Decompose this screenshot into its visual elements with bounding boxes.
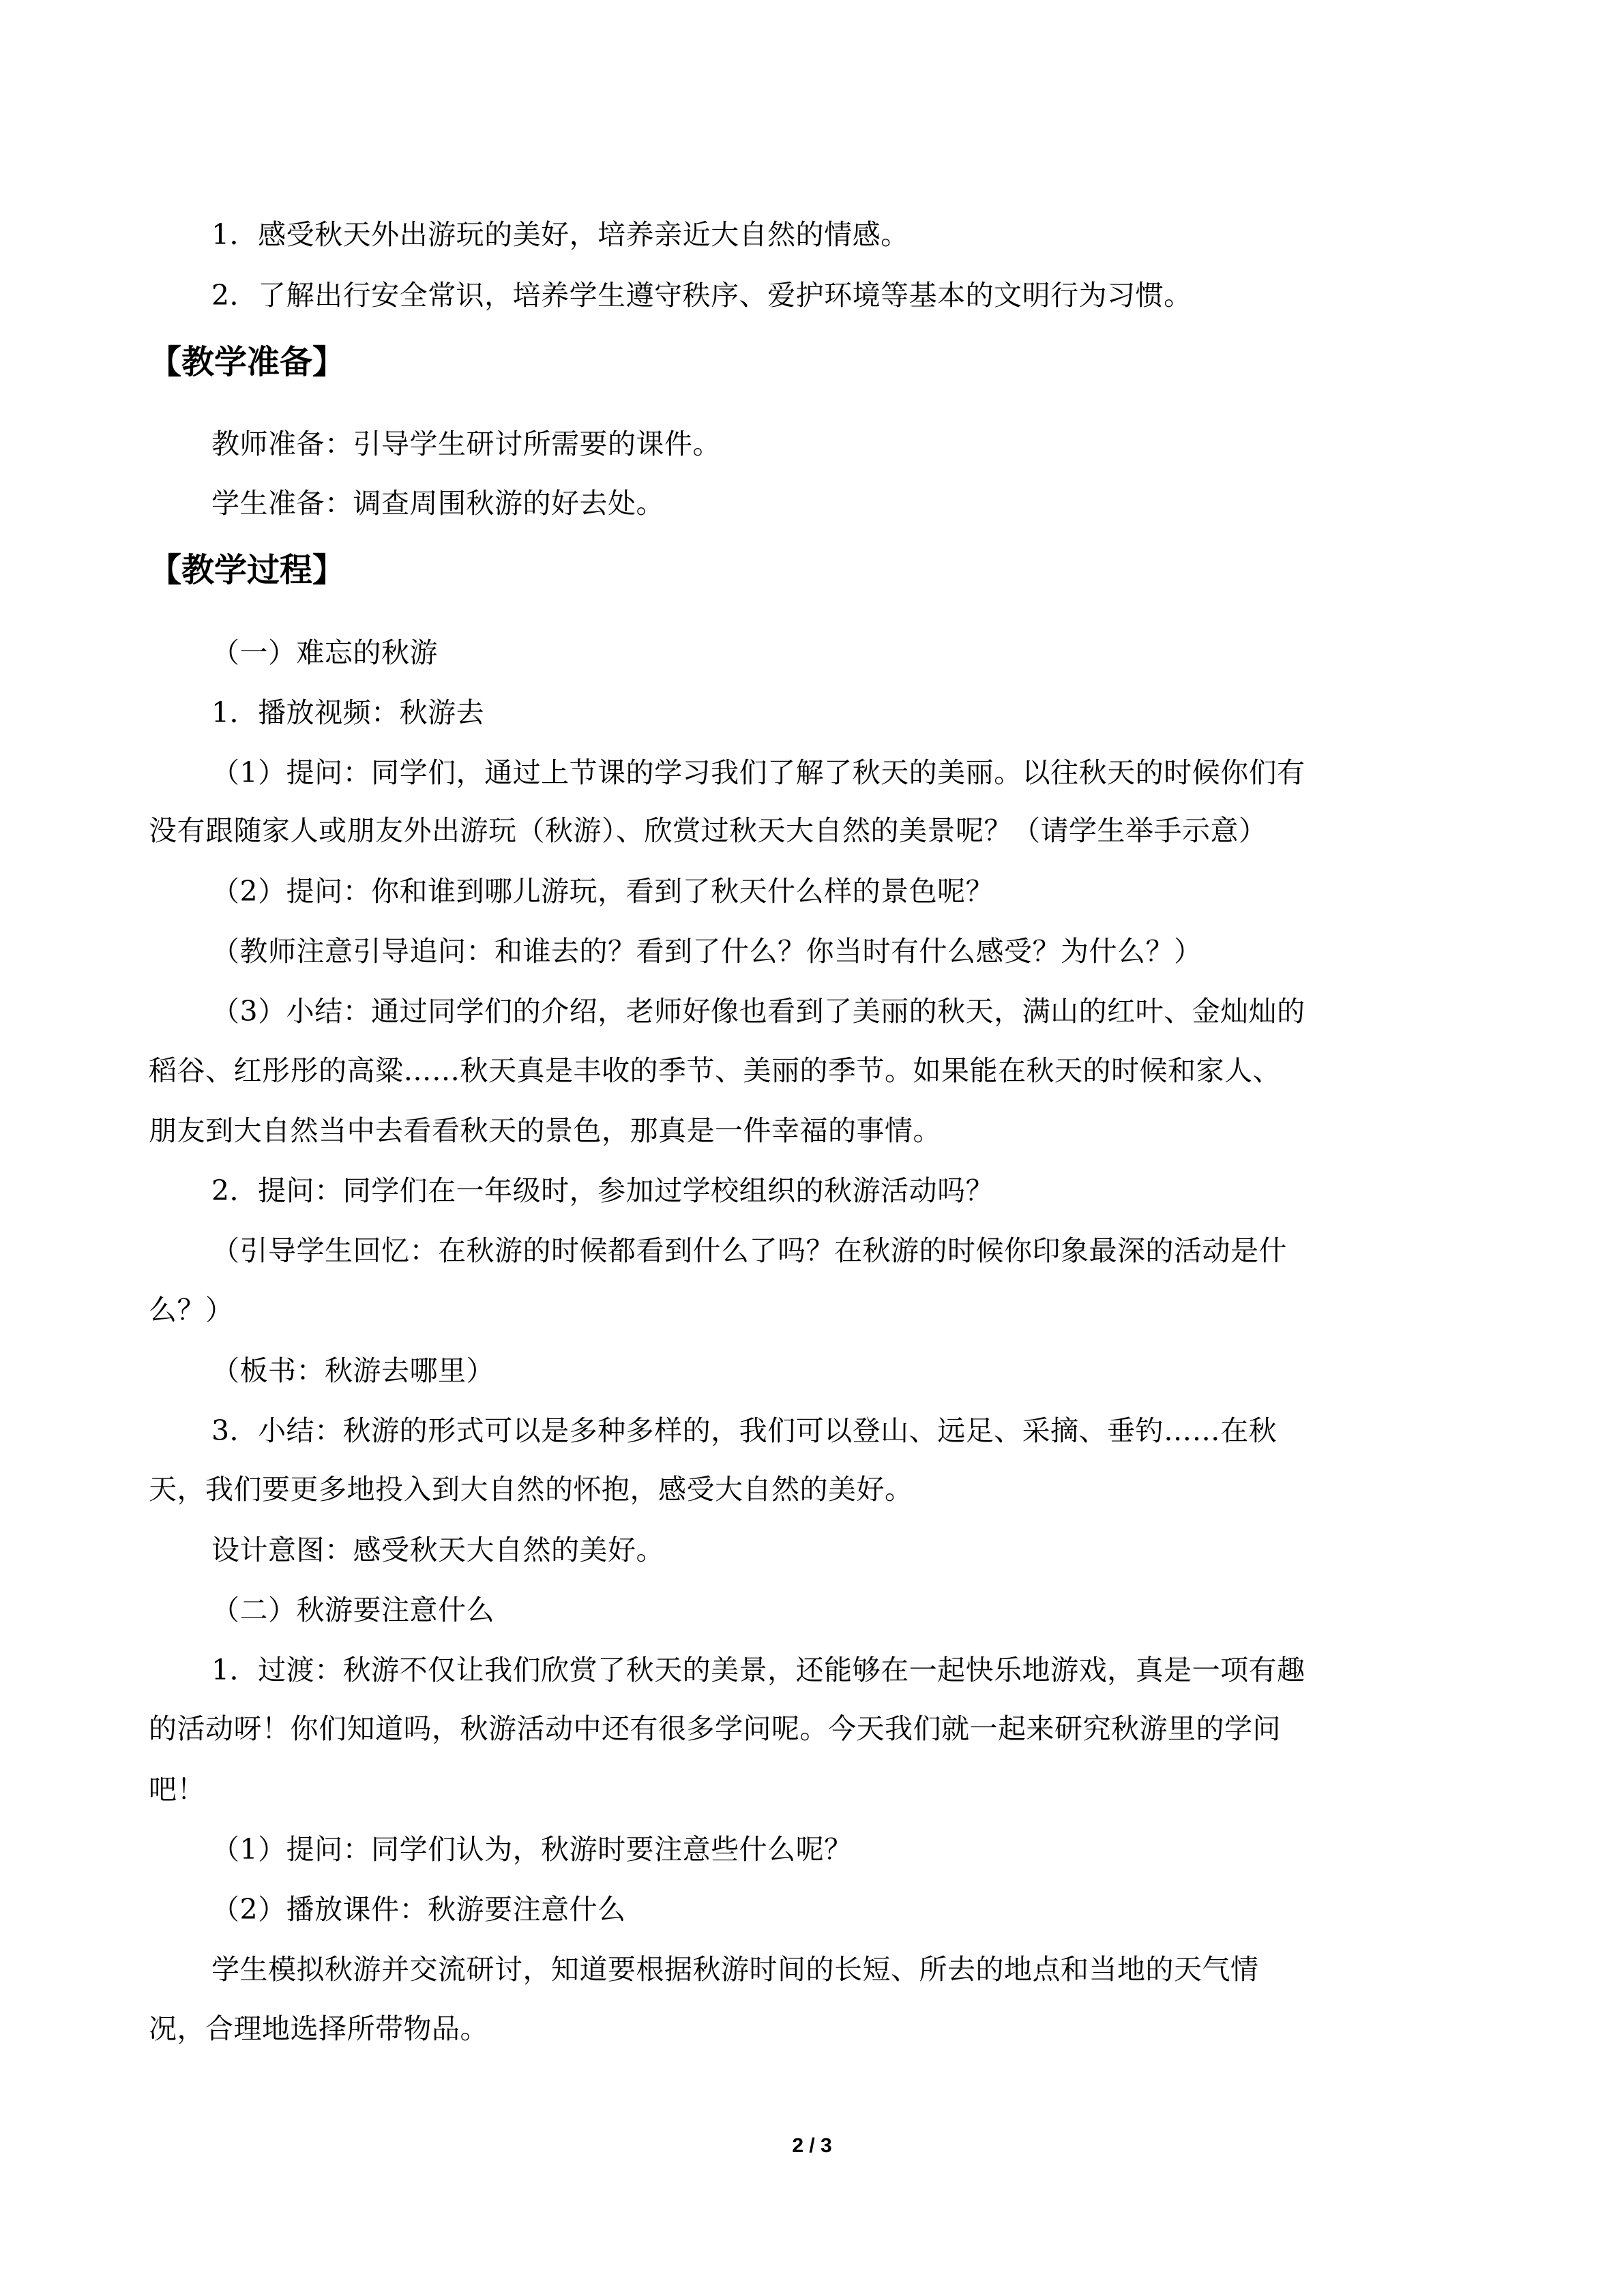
process-line: （2）播放课件：秋游要注意什么 [211,1893,626,1926]
process-line: 么？） [149,1294,234,1326]
teaching-preparation-heading: 【教学准备】 [149,343,346,381]
process-line: 1．播放视频：秋游去 [211,696,485,729]
process-line: （1）提问：同学们认为，秋游时要注意些什么呢？ [211,1833,853,1866]
process-line: （2）提问：你和谁到哪儿游玩，看到了秋天什么样的景色呢？ [211,875,994,908]
process-line: （教师注意引导追问：和谁去的？看到了什么？你当时有什么感受？为什么？） [211,935,1202,968]
goal-2: 2．了解出行安全常识，培养学生遵守秩序、爱护环境等基本的文明行为习惯。 [211,279,1192,312]
process-line: 2．提问：同学们在一年级时，参加过学校组织的秋游活动吗？ [211,1174,994,1207]
goal-1: 1．感受秋天外出游玩的美好，培养亲近大自然的情感。 [211,218,909,251]
process-line: 况，合理地选择所带物品。 [149,2012,488,2045]
process-line: （3）小结：通过同学们的介绍，老师好像也看到了美丽的秋天，满山的红叶、金灿灿的 [211,995,1305,1028]
process-line: （1）提问：同学们，通过上节课的学习我们了解了秋天的美丽。以往秋天的时候你们有 [211,756,1305,789]
process-line: 1．过渡：秋游不仅让我们欣赏了秋天的美景，还能够在一起快乐地游戏，真是一项有趣 [211,1654,1305,1686]
student-preparation: 学生准备：调查周围秋游的好去处。 [211,487,664,520]
process-line: （板书：秋游去哪里） [211,1354,494,1387]
teacher-preparation: 教师准备：引导学生研讨所需要的课件。 [211,428,721,460]
process-line: 朋友到大自然当中去看看秋天的景色，那真是一件幸福的事情。 [149,1114,941,1147]
process-line: 吧！ [149,1773,205,1806]
section-2-title: （二）秋游要注意什么 [211,1594,494,1626]
process-line: 的活动呀！你们知道吗，秋游活动中还有很多学问呢。今天我们就一起来研究秋游里的学问 [149,1712,1281,1745]
design-intent: 设计意图：感受秋天大自然的美好。 [211,1534,664,1566]
process-line: 3．小结：秋游的形式可以是多种多样的，我们可以登山、远足、采摘、垂钓……在秋 [211,1414,1278,1447]
process-line: 天，我们要更多地投入到大自然的怀抱，感受大自然的美好。 [149,1473,913,1506]
teaching-process-heading: 【教学过程】 [149,551,346,589]
process-line: 学生模拟秋游并交流研讨，知道要根据秋游时间的长短、所去的地点和当地的天气情 [211,1953,1259,1986]
process-line: （引导学生回忆：在秋游的时候都看到什么了吗？在秋游的时候你印象最深的活动是什 [211,1234,1287,1267]
section-1-title: （一）难忘的秋游 [211,636,438,669]
process-line: 没有跟随家人或朋友外出游玩（秋游）、欣赏过秋天大自然的美景呢？（请学生举手示意） [149,814,1267,847]
page-number: 2 / 3 [792,2134,832,2157]
process-line: 稻谷、红彤彤的高粱……秋天真是丰收的季节、美丽的季节。如果能在秋天的时候和家人、 [149,1054,1281,1087]
